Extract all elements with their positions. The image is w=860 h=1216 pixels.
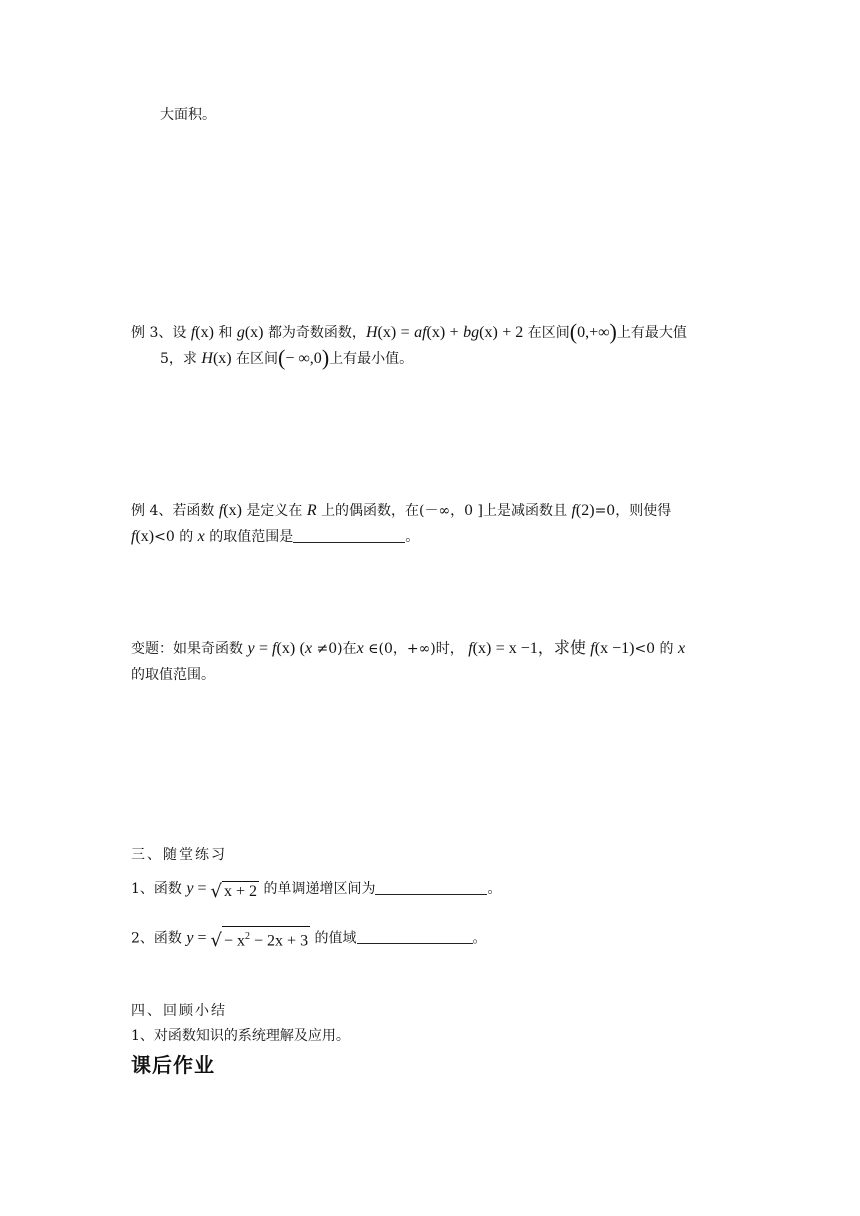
top-fragment: 大面积。 bbox=[160, 107, 216, 123]
answer-blank[interactable] bbox=[357, 929, 473, 944]
example-3-line-1: 例 3、设 f(x) 和 g(x) 都为奇数函数，H(x) = af(x) + bg(x) + 2 在区间(0,+∞)上有最大值 bbox=[131, 319, 687, 344]
section-3-title: 三、随堂练习 bbox=[131, 847, 227, 863]
sqrt-expression: √ − $x^2 - 2x + 3$ bbox=[211, 926, 311, 951]
example-4-line-1: 例 4、若函数 f(x) 是定义在 R 上的偶函数，在(－∞，0 ]上是减函数且 f(2)=0，则使得 bbox=[131, 502, 672, 519]
example-3-line-2: 5，求 H(x) 在区间(− ∞,0)上有最小值。 bbox=[160, 345, 414, 370]
answer-blank[interactable] bbox=[293, 528, 405, 543]
variant-line-1: 变题：如果奇函数 y = f(x) (x ≠0)在x ∈(0，+∞)时， f(x) = x −1，求使 f(x −1)<0 的 x bbox=[131, 640, 686, 657]
section-4-title: 四、回顾小结 bbox=[131, 1003, 227, 1019]
summary-item-1: 1、对函数知识的系统理解及应用。 bbox=[131, 1028, 350, 1044]
practice-question-2: 2、函数 y = √ − $x^2 - 2x + 3$ 的值域 。 bbox=[131, 926, 487, 951]
sqrt-expression: √ x + 2 bbox=[210, 881, 258, 902]
answer-blank[interactable] bbox=[375, 880, 487, 895]
variant-line-2: 的取值范围。 bbox=[131, 667, 215, 683]
example-4-line-2: f(x)<0 的 x 的取值范围是 。 bbox=[131, 528, 420, 545]
homework-heading: 课后作业 bbox=[131, 1053, 215, 1077]
practice-question-1: 1、函数 y = √ x + 2 的单调递增区间为 。 bbox=[131, 880, 502, 902]
